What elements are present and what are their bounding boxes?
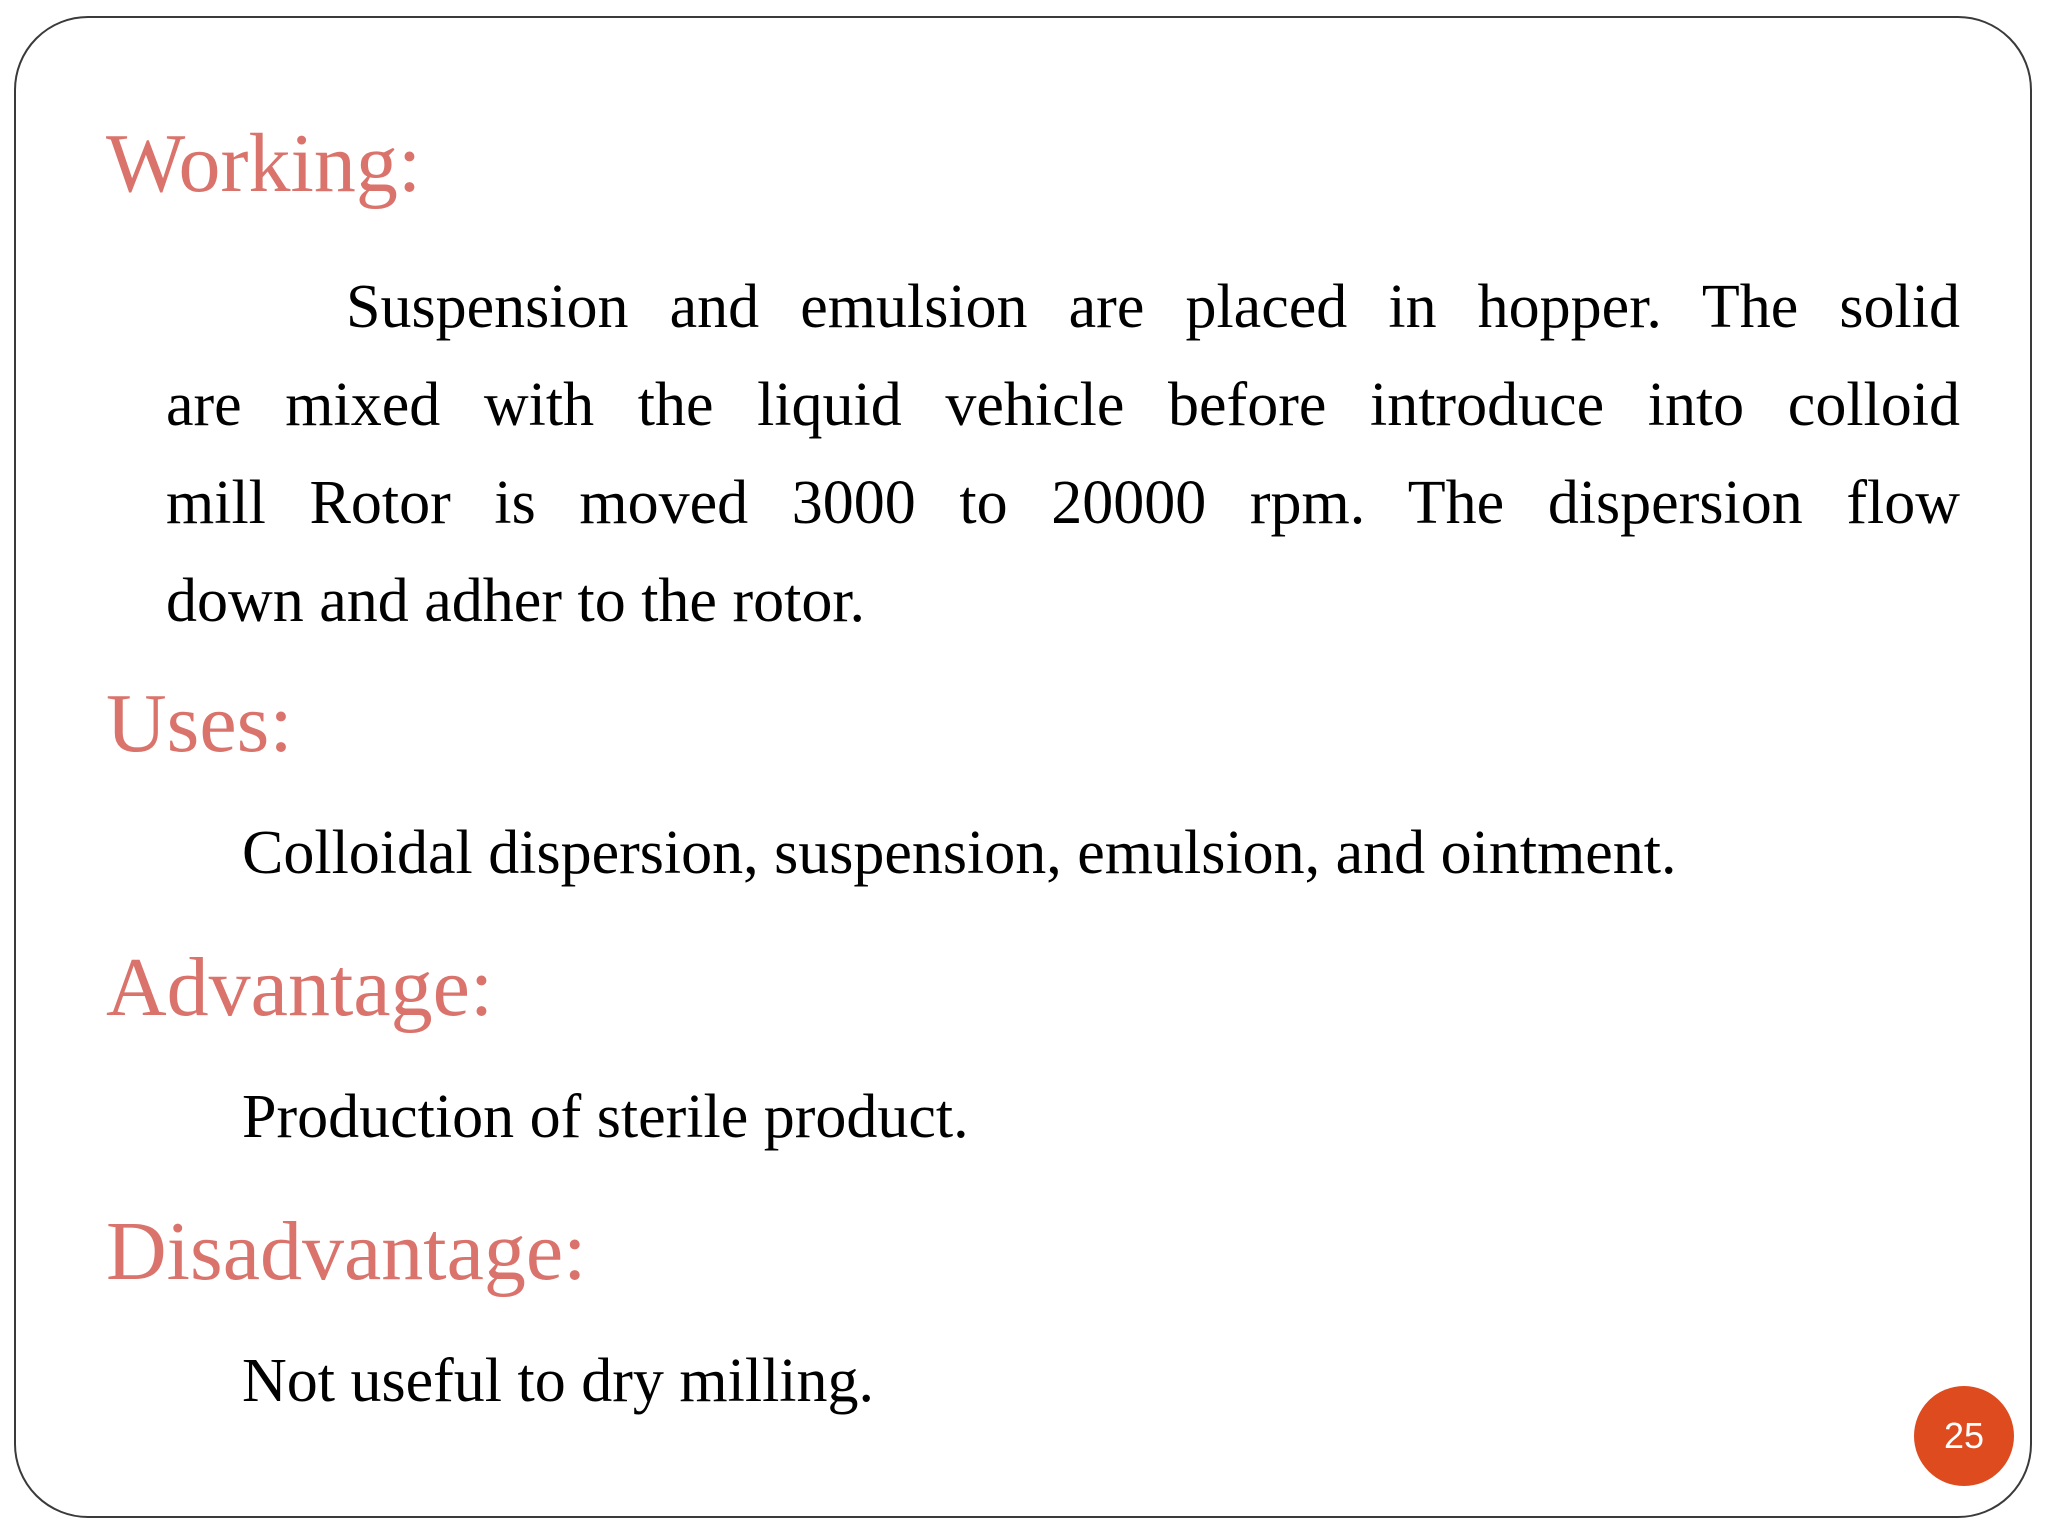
page-number-badge: 25 xyxy=(1914,1386,2014,1486)
disadvantage-text: Not useful to dry milling. xyxy=(242,1347,875,1415)
working-line-3: mill Rotor is moved 3000 to 20000 rpm. The dispersion flow xyxy=(166,469,1960,537)
working-paragraph xyxy=(166,258,1960,650)
advantage-text: Production of sterile product. xyxy=(242,1083,969,1151)
working-line-2: are mixed with the liquid vehicle before introduce into colloid xyxy=(166,371,1960,439)
uses-text: Colloidal dispersion, suspension, emulsion, and ointment. xyxy=(242,819,1677,887)
working-line-1: Suspension and emulsion are placed in hopper. The solid xyxy=(346,273,1960,341)
advantage-heading: Advantage: xyxy=(106,941,494,1034)
working-line-4: down and adher to the rotor. xyxy=(166,567,866,635)
uses-heading: Uses: xyxy=(106,677,293,770)
disadvantage-heading: Disadvantage: xyxy=(106,1205,587,1298)
working-heading: Working: xyxy=(106,117,422,210)
